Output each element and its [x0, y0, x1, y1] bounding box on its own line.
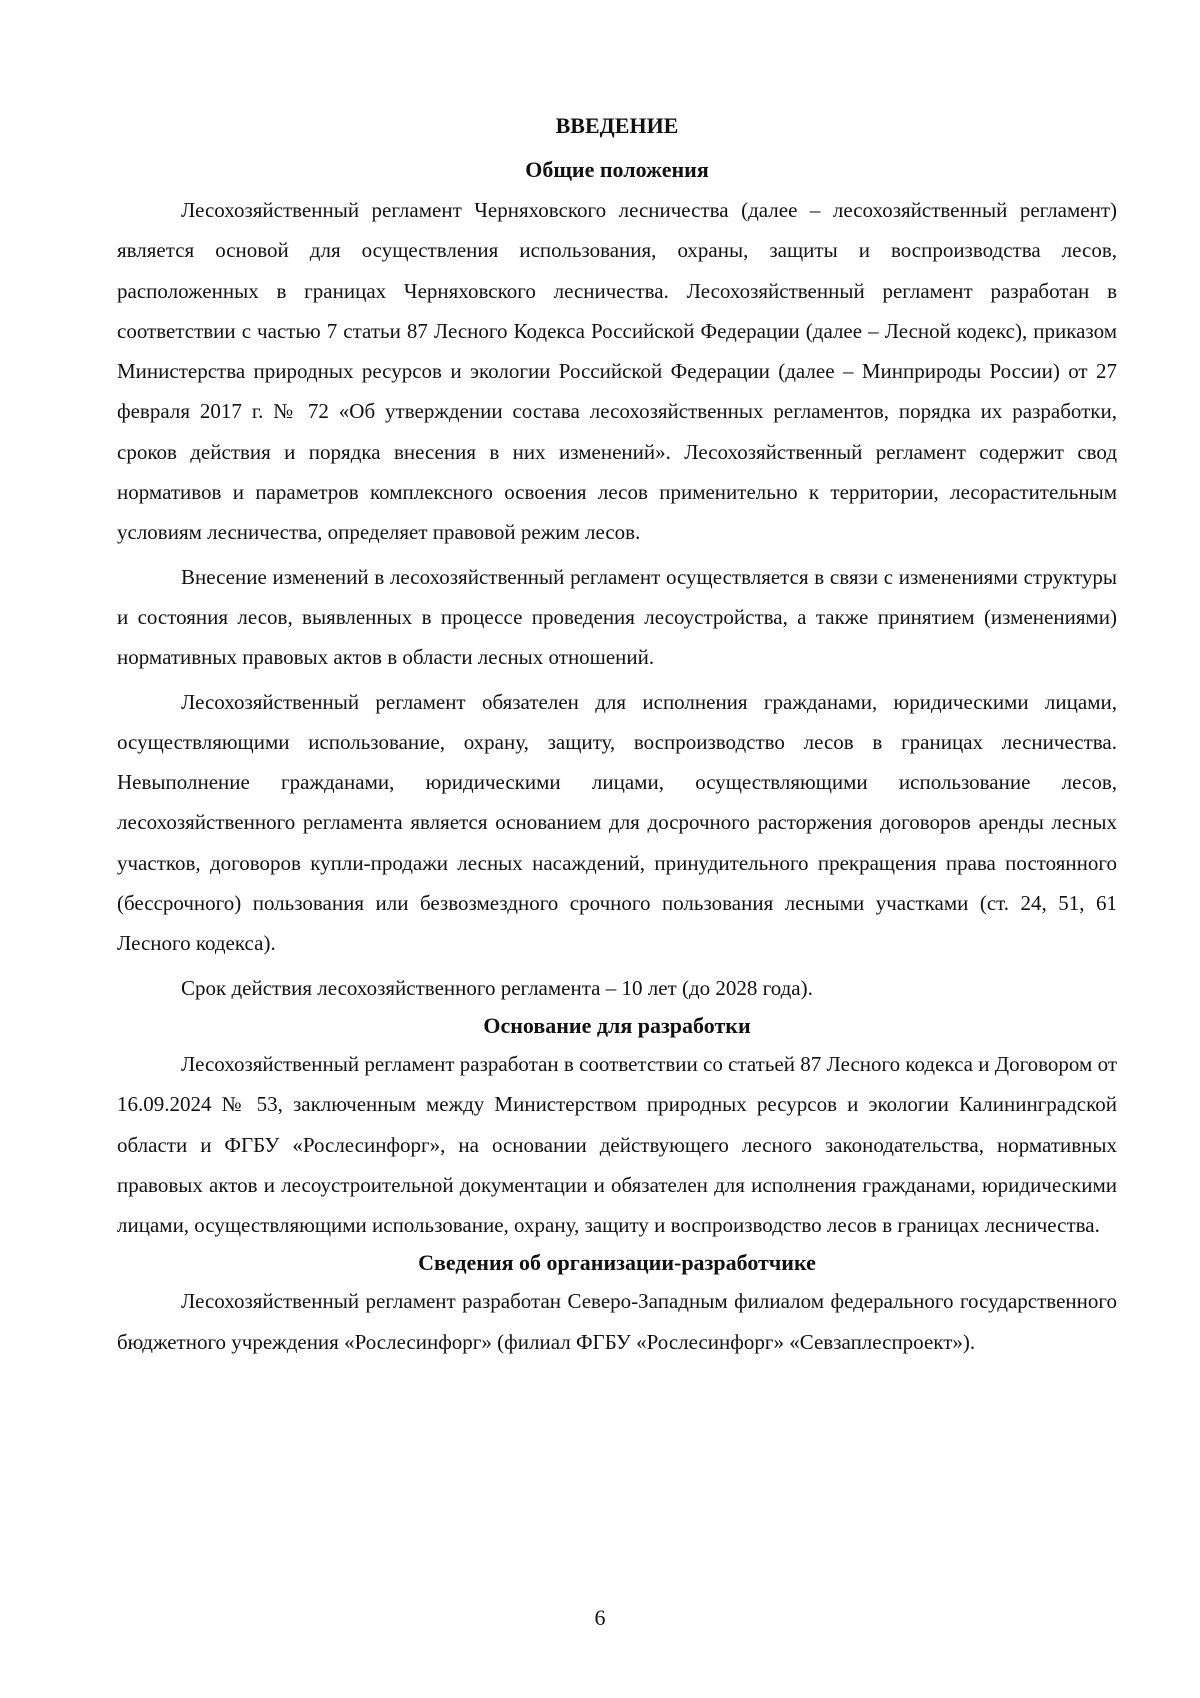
paragraph: Лесохозяйственный регламент разработан в соответствии со статьей 87 Лесного кодекса и Договором от 16.09.2024 № 53, заключенным между Министерством природных ресурсов и экологии Калининградской области и ФГБУ «Рослесинфорг», на основании действующего лесного законодательства, нормативных правовых актов и лесоустроительной документации и обязателен для исполнения гражданами, юридическими лицами, осуществляющими использование, охрану, защиту и воспроизводство лесов в границах лесничества. [117, 1051, 1117, 1238]
section-heading-development-basis: Основание для разработки [483, 1012, 751, 1038]
paragraph: Лесохозяйственный регламент обязателен для исполнения гражданами, юридическими лицами, осуществляющими использование, охрану, защиту, воспроизводство лесов в границах лесничества. Невыполнение гражданами, юридическими лицами, осуществляющими использование лесов, лесохозяйственного регламента является основанием для досрочного расторжения договоров аренды лесных участков, договоров купли-продажи лесных насаждений, принудительного прекращения права постоянного (бессрочного) пользования или безвозмездного срочного пользования лесными участками (ст. 24, 51, 61 Лесного кодекса). [117, 689, 1117, 956]
page-number: 6 [594, 1605, 606, 1630]
paragraph: Внесение изменений в лесохозяйственный регламент осуществляется в связи с изменениями структуры и состояния лесов, выявленных в процессе проведения лесоустройства, а также принятием (изменениями) нормативных правовых актов в области лесных отношений. [117, 564, 1117, 670]
paragraph: Срок действия лесохозяйственного регламента – 10 лет (до 2028 года). [181, 975, 813, 1000]
paragraph: Лесохозяйственный регламент разработан Северо-Западным филиалом федерального государственного бюджетного учреждения «Рослесинфорг» (филиал ФГБУ «Рослесинфорг» «Севзаплеспроект»). [117, 1289, 1117, 1354]
document-title: ВВЕДЕНИЕ [555, 113, 679, 138]
page-content [117, 112, 1117, 1366]
paragraph: Лесохозяйственный регламент Черняховского лесничества (далее – лесохозяйственный регламент) является основой для осуществления использования, охраны, защиты и воспроизводства лесов, расположенных в границах Черняховского лесничества. Лесохозяйственный регламент разработан в соответствии с частью 7 статьи 87 Лесного Кодекса Российской Федерации (далее – Лесной кодекс), приказом Министерства природных ресурсов и экологии Российской Федерации (далее – Минприроды России) от 27 февраля 2017 г. № 72 «Об утверждении состава лесохозяйственных регламентов, порядка их разработки, сроков действия и порядка внесения в них изменений». Лесохозяйственный регламент содержит свод нормативов и параметров комплексного освоения лесов применительно к территории, лесорастительным условиям лесничества, определяет правовой режим лесов. [117, 198, 1117, 545]
section-heading-general-provisions: Общие положения [525, 157, 709, 182]
section-heading-developer-organization: Сведения об организации-разработчике [418, 1250, 816, 1276]
